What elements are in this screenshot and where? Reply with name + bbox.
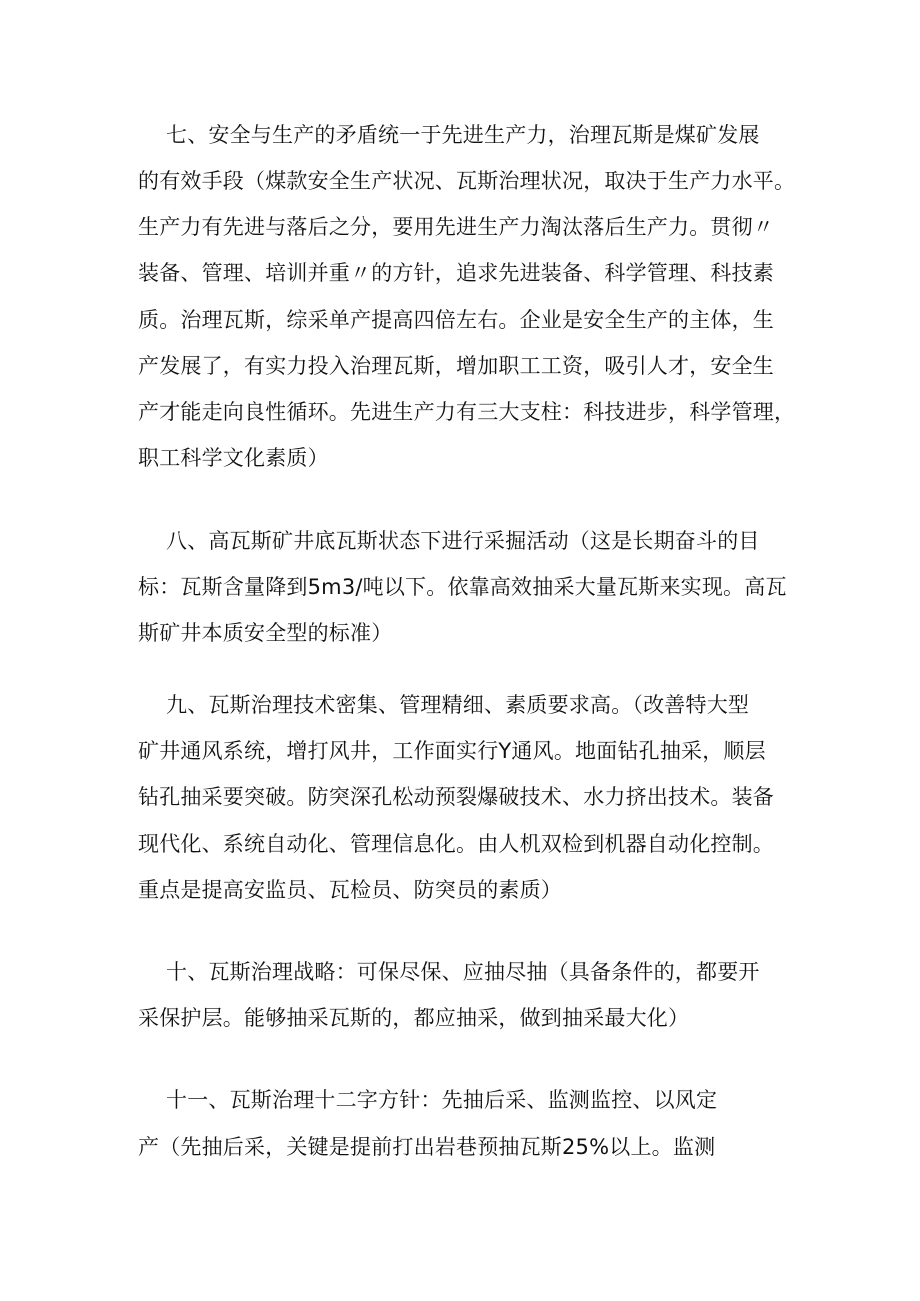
- paragraph-7-line-8: 职工科学文化素质）: [138, 446, 329, 470]
- paragraph-7-line-1: 七、安全与生产的矛盾统一于先进生产力，治理瓦斯是煤矿发展: [166, 123, 760, 147]
- paragraph-7-line-2: 的有效手段（煤款安全生产状况、瓦斯治理状况，取决于生产力水平。: [138, 169, 796, 193]
- paragraph-9-line-3: 钻孔抽采要突破。防突深孔松动预裂爆破技术、水力挤出技术。装备: [138, 785, 774, 809]
- paragraph-9-line-4: 现代化、系统自动化、管理信息化。由人机双检到机器自动化控制。: [138, 832, 774, 856]
- paragraph-10-line-2: 采保护层。能够抽采瓦斯的，都应抽采，做到抽采最大化）: [138, 1006, 690, 1030]
- paragraph-9-line-1: 九、瓦斯治理技术密集、管理精细、素质要求高。（改善特大型: [166, 693, 750, 717]
- paragraph-9-line-2: 矿井通风系统，增打风井，工作面实行Y通风。地面钻孔抽采，顺层: [138, 739, 766, 763]
- paragraph-11-line-1: 十一、瓦斯治理十二字方针：先抽后采、监测监控、以风定: [166, 1088, 718, 1112]
- paragraph-10-line-1: 十、瓦斯治理战略：可保尽保、应抽尽抽（具备条件的，都要开: [166, 960, 760, 984]
- paragraph-7-line-4: 装备、管理、培训并重〃的方针，追求先进装备、科学管理、科技素: [138, 261, 774, 285]
- paragraph-9-line-5: 重点是提高安监员、瓦检员、防突员的素质）: [138, 878, 562, 902]
- paragraph-8-line-2: 标：瓦斯含量降到5m3/吨以下。依靠高效抽采大量瓦斯来实现。高瓦: [138, 575, 787, 599]
- paragraph-8-line-1: 八、高瓦斯矿井底瓦斯状态下进行采掘活动（这是长期奋斗的目: [166, 529, 760, 553]
- paragraph-11-line-2: 产（先抽后采，关键是提前打出岩巷预抽瓦斯25%以上。监测: [138, 1135, 716, 1159]
- paragraph-7-line-7: 产才能走向良性循环。先进生产力有三大支柱：科技进步，科学管理，: [138, 400, 796, 424]
- paragraph-7-line-3: 生产力有先进与落后之分，要用先进生产力淘汰落后生产力。贯彻〃: [138, 215, 774, 239]
- paragraph-7-line-5: 质。治理瓦斯，综采单产提高四倍左右。企业是安全生产的主体，生: [138, 308, 774, 332]
- paragraph-8-line-3: 斯矿井本质安全型的标准）: [138, 621, 393, 645]
- paragraph-7-line-6: 产发展了，有实力投入治理瓦斯，增加职工工资，吸引人才，安全生: [138, 354, 774, 378]
